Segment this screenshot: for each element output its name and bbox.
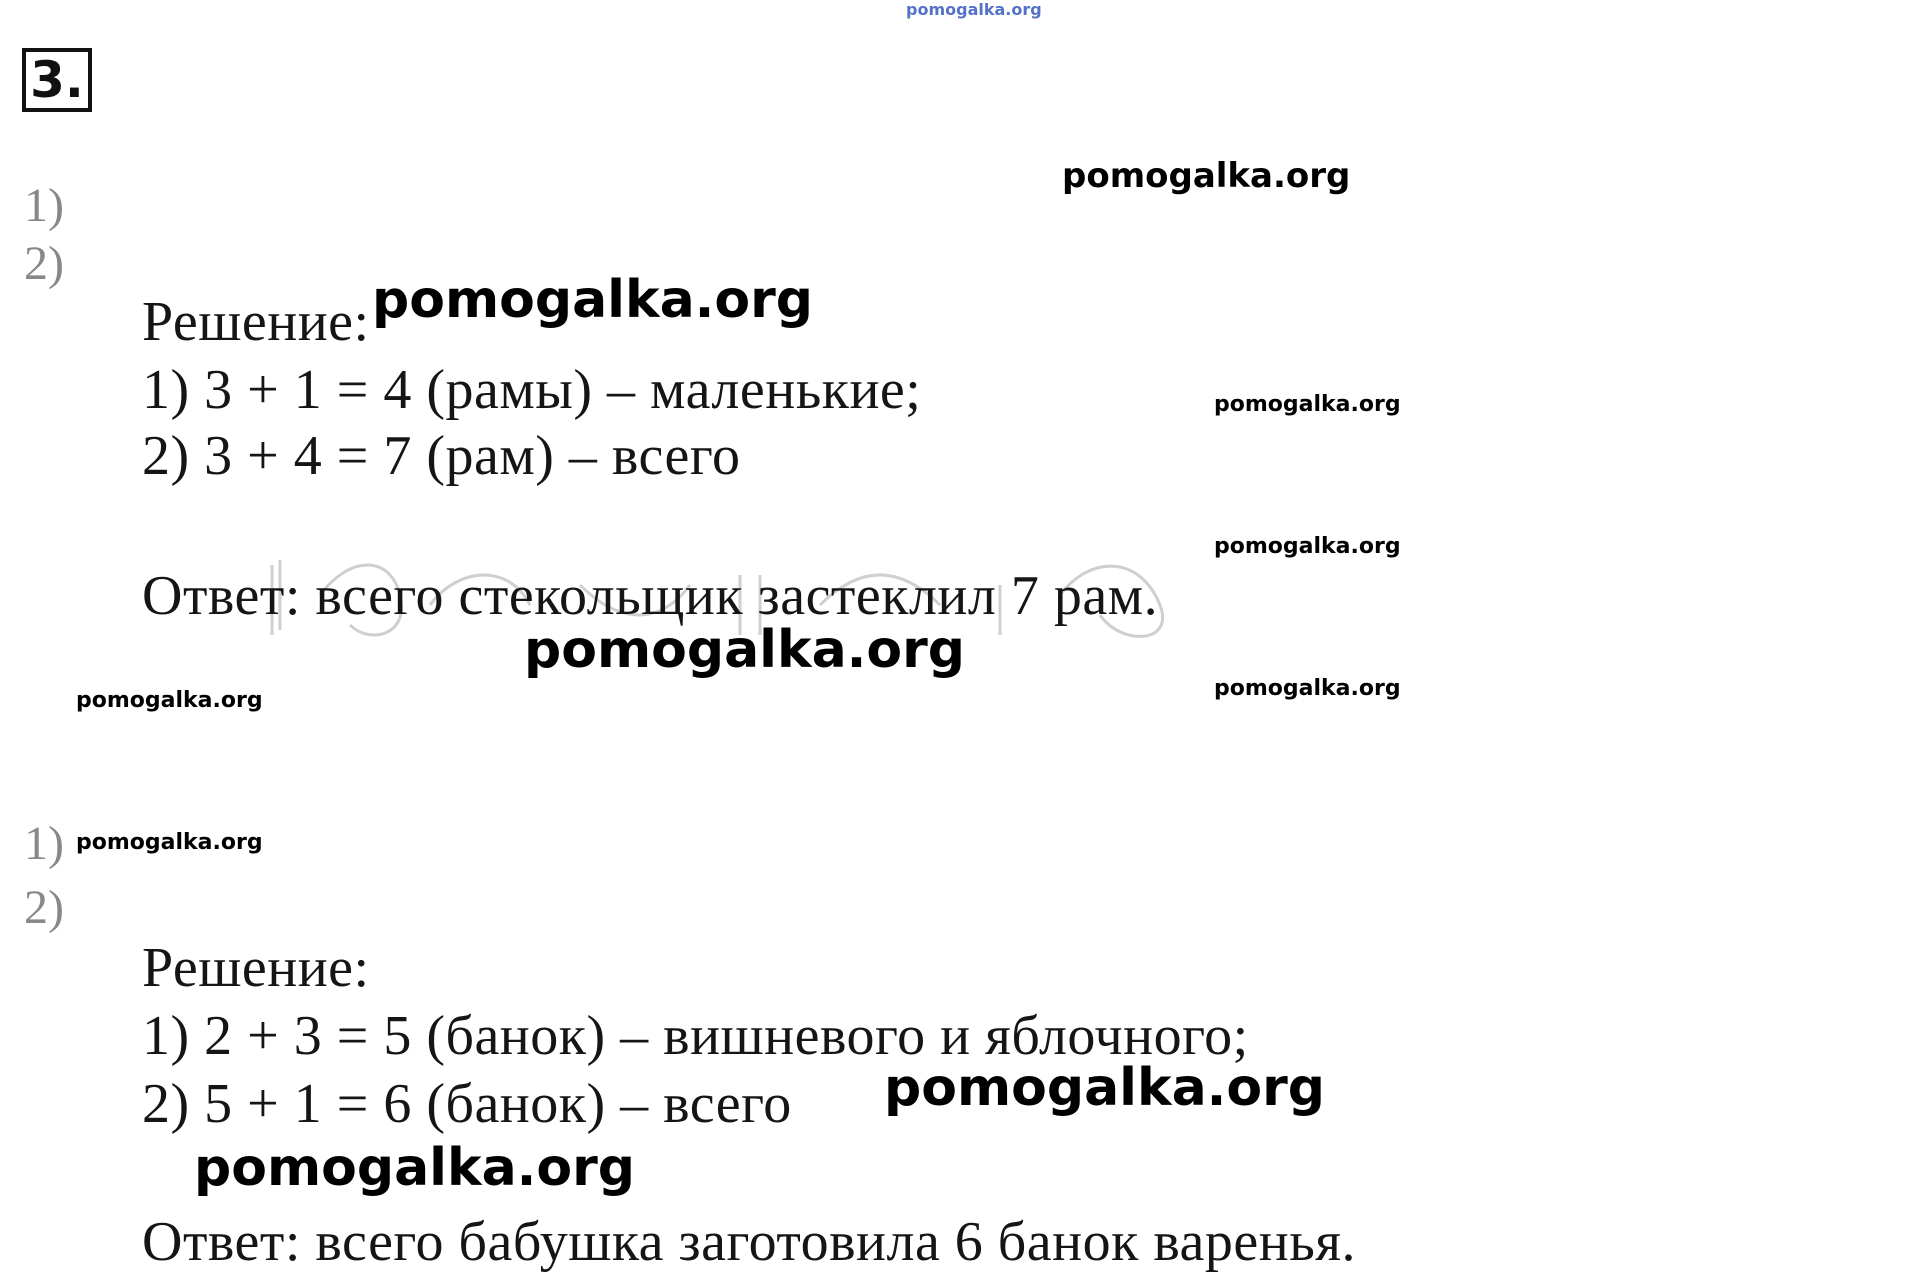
solution-step: 1) 2 + 3 = 5 (банок) – вишневого и яблочного;: [142, 1005, 1249, 1067]
solution-label: Решение:: [142, 291, 370, 353]
solution-step: 2) 5 + 1 = 6 (банок) – всего: [142, 1073, 792, 1135]
watermark: pomogalka.org: [1214, 534, 1401, 559]
side-number: 2): [24, 237, 64, 290]
solution-step: 2) 3 + 4 = 7 (рам) – всего: [142, 425, 741, 487]
watermark: pomogalka.org: [76, 830, 263, 855]
side-number: 1): [24, 179, 64, 232]
watermark: pomogalka.org: [372, 270, 814, 330]
task-number-box: 3.: [22, 48, 92, 112]
watermark: pomogalka.org: [1214, 392, 1401, 417]
side-number: 1): [24, 817, 64, 870]
site-link[interactable]: pomogalka.org: [906, 0, 1042, 19]
watermark: pomogalka.org: [884, 1058, 1326, 1118]
side-number: 2): [24, 881, 64, 934]
answer-line: Ответ: всего бабушка заготовила 6 банок варенья.: [142, 1211, 1356, 1273]
watermark: pomogalka.org: [1062, 156, 1351, 196]
watermark: pomogalka.org: [76, 688, 263, 713]
answer-line: Ответ: всего стекольщик застеклил 7 рам.: [142, 565, 1159, 627]
watermark: pomogalka.org: [1214, 676, 1401, 701]
watermark: pomogalka.org: [194, 1138, 636, 1198]
watermark: pomogalka.org: [524, 620, 966, 680]
solution-step: 1) 3 + 1 = 4 (рамы) – маленькие;: [142, 359, 922, 421]
solution-label: Решение:: [142, 937, 370, 999]
